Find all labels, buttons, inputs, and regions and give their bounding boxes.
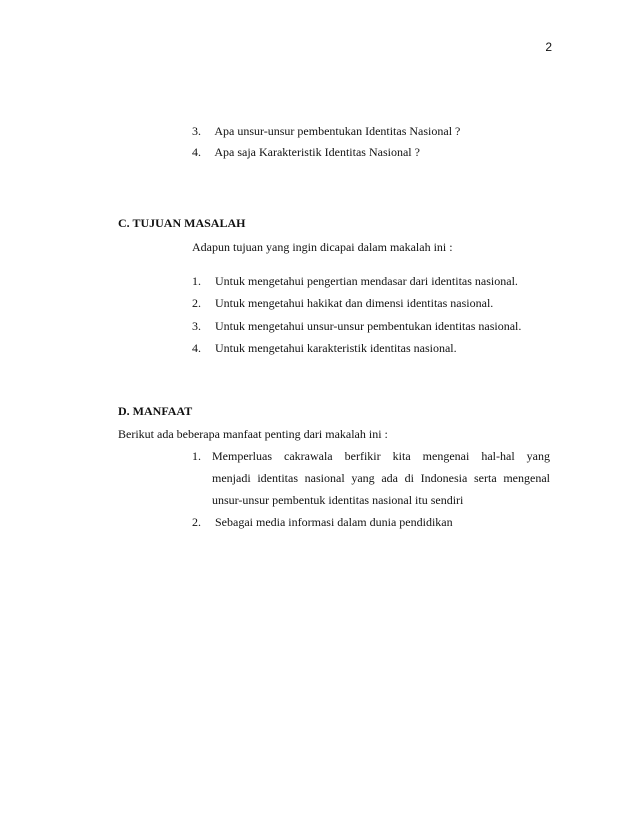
question-number: 3. bbox=[192, 124, 201, 138]
benefit-line: unsur-unsur pembentuk identitas nasional itu sendiri bbox=[212, 493, 464, 507]
list-item-text: Untuk mengetahui karakteristik identitas nasional. bbox=[215, 341, 457, 355]
page-number: 2 bbox=[545, 40, 552, 54]
list-item-number: 2. bbox=[192, 296, 201, 310]
section-c-title: C. TUJUAN MASALAH bbox=[118, 216, 246, 230]
list-item-text: Untuk mengetahui pengertian mendasar dari identitas nasional. bbox=[215, 274, 518, 288]
benefit-item-number: 2. bbox=[192, 515, 201, 529]
benefit-item-text: Sebagai media informasi dalam dunia pendidikan bbox=[215, 515, 453, 529]
section-d-title: D. MANFAAT bbox=[118, 404, 193, 418]
section-d-intro: Berikut ada beberapa manfaat penting dari makalah ini : bbox=[118, 427, 388, 441]
benefit-line: menjadi identitas nasional yang ada di Indonesia serta mengenal bbox=[212, 471, 550, 485]
list-item-text: Untuk mengetahui unsur-unsur pembentukan identitas nasional. bbox=[215, 319, 522, 333]
question-item bbox=[192, 124, 460, 138]
list-item bbox=[192, 296, 493, 310]
question-text: Apa saja Karakteristik Identitas Nasional ? bbox=[214, 145, 420, 159]
list-item-number: 4. bbox=[192, 341, 201, 355]
list-item-text: Untuk mengetahui hakikat dan dimensi identitas nasional. bbox=[215, 296, 494, 310]
question-number: 4. bbox=[192, 145, 201, 159]
list-item bbox=[192, 319, 521, 333]
section-c-intro: Adapun tujuan yang ingin dicapai dalam makalah ini : bbox=[192, 240, 453, 254]
benefit-item bbox=[192, 515, 453, 529]
benefit-number: 1. bbox=[192, 449, 201, 463]
list-item-number: 1. bbox=[192, 274, 201, 288]
question-text: Apa unsur-unsur pembentukan Identitas Nasional ? bbox=[214, 124, 461, 138]
benefit-line: Memperluas cakrawala berfikir kita mengenai hal-hal yang bbox=[212, 449, 550, 463]
list-item bbox=[192, 274, 518, 288]
list-item-number: 3. bbox=[192, 319, 201, 333]
list-item bbox=[192, 341, 457, 355]
question-item bbox=[192, 145, 420, 159]
